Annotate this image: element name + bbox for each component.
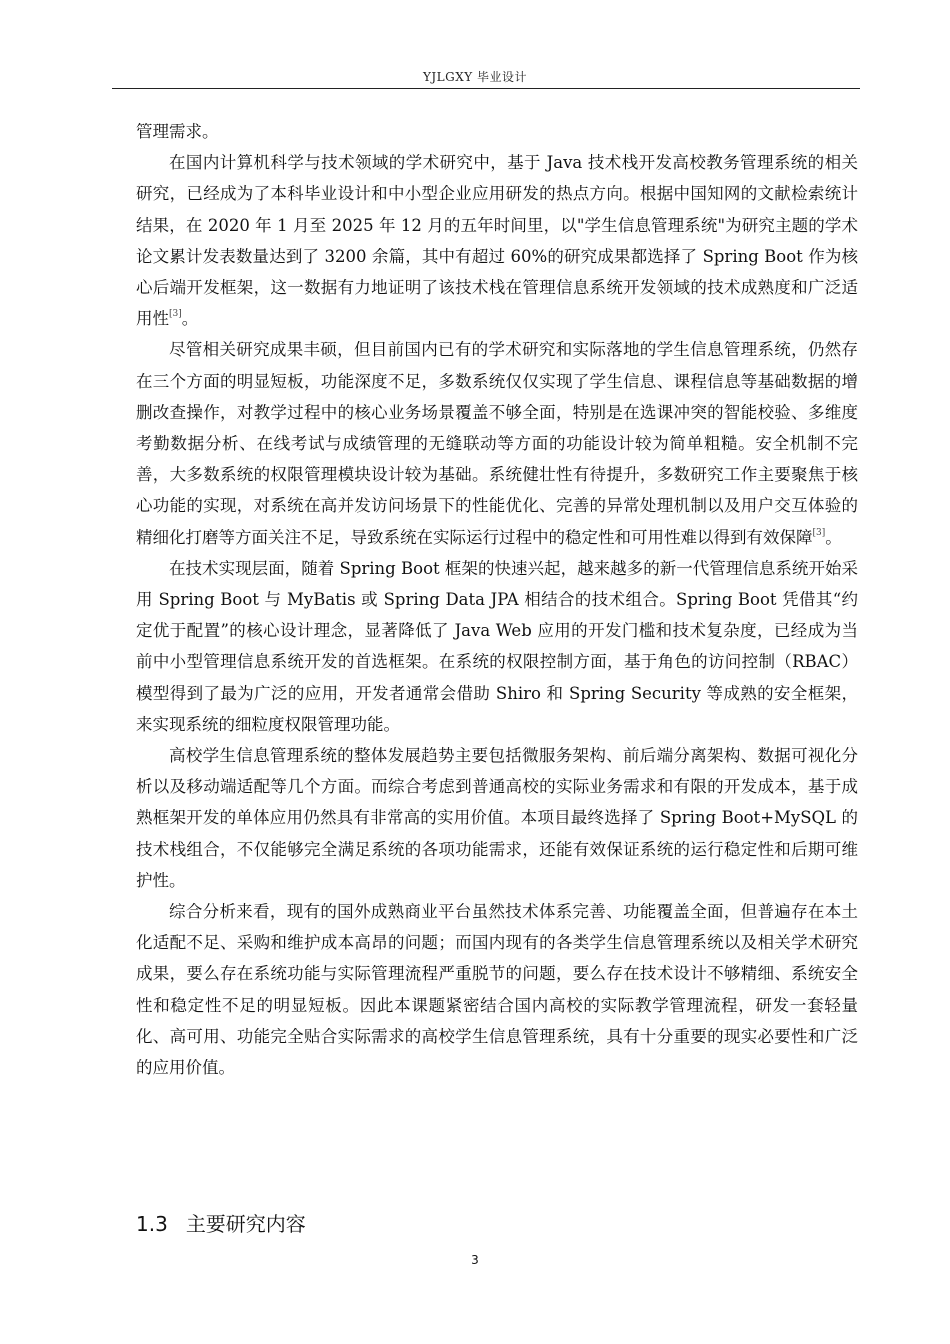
- paragraph-domestic-research: [136, 147, 858, 334]
- paragraph-text: 在技术实现层面，随着 Spring Boot 框架的快速兴起，越来越多的新一代管理信息系统开始采用 Spring Boot 与 MyBatis 或 Spring Data JPA 相结合的技术组合。Spring Boot 凭借其“约定优于配置”的核心设计理念，显著降低了 Java Web 应用的开发门槛和技术复杂度，已经成为当前中小型管理信息系统开发的首选框架。在系统的权限控制方面，基于角色的访问控制（RBAC）模型得到了最为广泛的应用，开发者通常会借助 Shiro 和 Spring Security 等成熟的安全框架，来实现系统的细粒度权限管理功能。: [136, 558, 858, 734]
- paragraph-summary: [136, 896, 858, 1083]
- body-text: [136, 116, 858, 1083]
- section-title: 主要研究内容: [185, 1212, 306, 1236]
- running-header: YJLGXY 毕业设计: [422, 70, 528, 84]
- paragraph-text: 综合分析来看，现有的国外成熟商业平台虽然技术体系完善、功能覆盖全面，但普遍存在本土化适配不足、采购和维护成本高昂的问题；而国内现有的各类学生信息管理系统以及相关学术研究成果，要么存在系统功能与实际管理流程严重脱节的问题，要么存在技术设计不够精细、系统安全性和稳定性不足的明显短板。因此本课题紧密结合国内高校的实际教学管理流程，研发一套轻量化、高可用、功能完全贴合实际需求的高校学生信息管理系统，具有十分重要的现实必要性和广泛的应用价值。: [136, 902, 858, 1078]
- section-number: 1.3: [136, 1212, 168, 1236]
- paragraph-continuation: [136, 116, 858, 147]
- page-number: 3: [471, 1253, 479, 1267]
- citation-ref: [3]: [812, 527, 826, 538]
- paragraph-technology: [136, 553, 858, 740]
- paragraph-text: 在国内计算机科学与技术领域的学术研究中，基于 Java 技术栈开发高校教务管理系统的相关研究，已经成为了本科毕业设计和中小型企业应用研发的热点方向。根据中国知网的文献检索统计结果，在 2020 年 1 月至 2025 年 12 月的五年时间里，以"学生信息管理系统"为研究主题的学术论文累计发表数量达到了 3200 余篇，其中有超过 60%的研究成果都选择了 Spring Boot 作为核心后端开发框架，这一数据有力地证明了该技术栈在管理信息系统开发领域的技术成熟度和广泛适用性: [136, 153, 858, 329]
- header-divider: [112, 88, 860, 89]
- paragraph-trends: [136, 740, 858, 896]
- paragraph-tail: 。: [825, 527, 842, 547]
- paragraph-text: 管理需求。: [136, 122, 219, 141]
- paragraph-tail: 。: [181, 309, 199, 329]
- paragraph-shortcomings: [136, 334, 858, 552]
- paragraph-text: 尽管相关研究成果丰硕，但目前国内已有的学术研究和实际落地的学生信息管理系统，仍然存在三个方面的明显短板，功能深度不足，多数系统仅仅实现了学生信息、课程信息等基础数据的增删改查操作，对教学过程中的核心业务场景覆盖不够全面，特别是在选课冲突的智能校验、多维度考勤数据分析、在线考试与成绩管理的无缝联动等方面的功能设计较为简单粗糙。安全机制不完善，大多数系统的权限管理模块设计较为基础。系统健壮性有待提升，多数研究工作主要聚焦于核心功能的实现，对系统在高并发访问场景下的性能优化、完善的异常处理机制以及用户交互体验的精细化打磨等方面关注不足，导致系统在实际运行过程中的稳定性和可用性难以得到有效保障: [136, 340, 858, 547]
- section-heading: [136, 1208, 306, 1237]
- paragraph-text: 高校学生信息管理系统的整体发展趋势主要包括微服务架构、前后端分离架构、数据可视化分析以及移动端适配等几个方面。而综合考虑到普通高校的实际业务需求和有限的开发成本，基于成熟框架开发的单体应用仍然具有非常高的实用价值。本项目最终选择了 Spring Boot+MySQL 的技术栈组合，不仅能够完全满足系统的各项功能需求，还能有效保证系统的运行稳定性和后期可维护性。: [136, 746, 858, 890]
- citation-ref: [3]: [169, 309, 182, 320]
